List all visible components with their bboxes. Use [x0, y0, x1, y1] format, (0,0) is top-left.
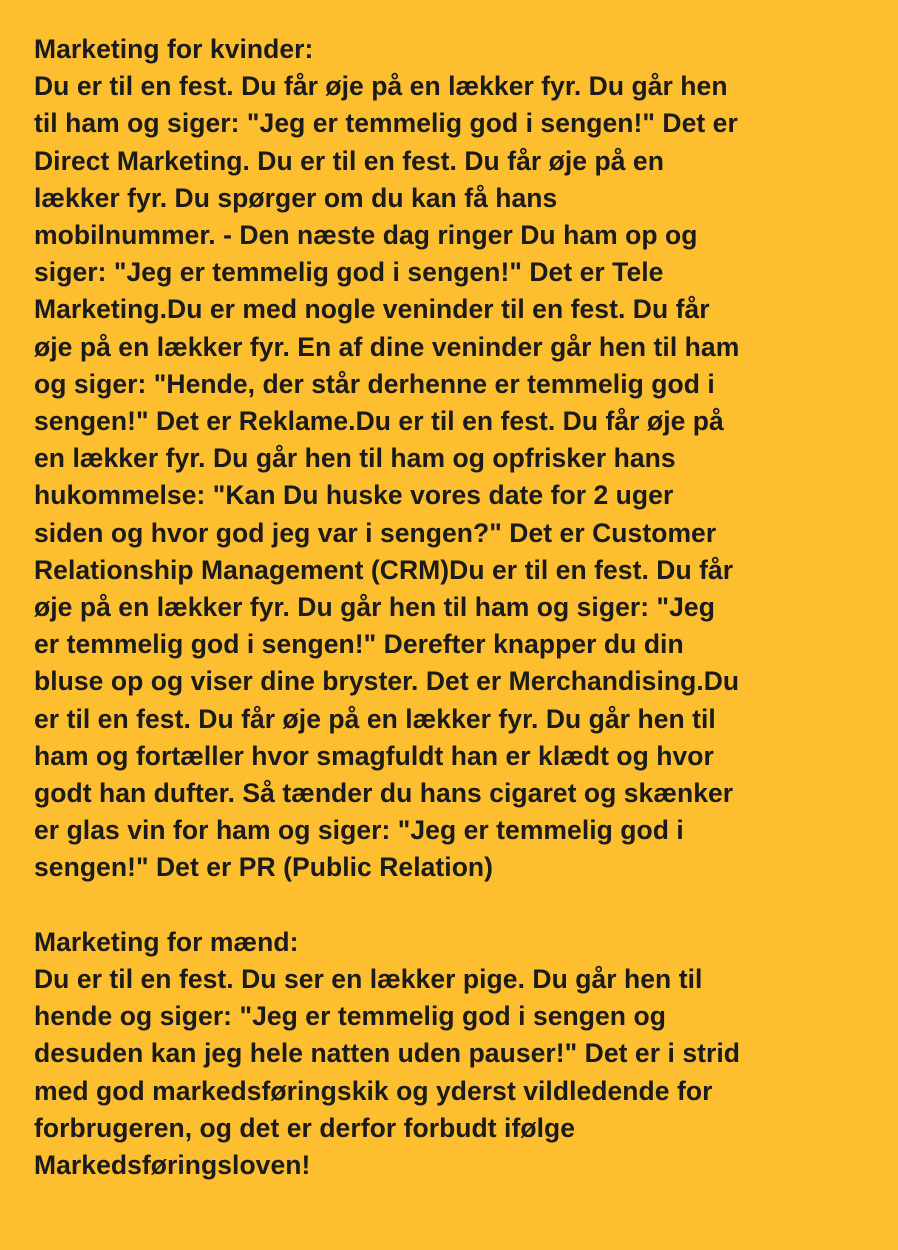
text-line: sengen!" Det er PR (Public Relation)	[34, 852, 494, 883]
text-line: Du er til en fest. Du ser en lækker pige. Du går hen til	[34, 964, 703, 995]
text-line: er glas vin for ham og siger: "Jeg er temmelig god i	[34, 815, 684, 846]
text-line: Marketing.Du er med nogle veninder til en fest. Du får	[34, 294, 710, 325]
women-section	[34, 31, 870, 887]
text-line: en lækker fyr. Du går hen til ham og opfrisker hans	[34, 443, 676, 474]
text-line: og siger: "Hende, der står derhenne er temmelig god i	[34, 368, 715, 399]
text-line: til ham og siger: "Jeg er temmelig god i sengen!" Det er	[34, 108, 738, 139]
text-line: siden og hvor god jeg var i sengen?" Det er Customer	[34, 517, 717, 548]
text-line: lækker fyr. Du spørger om du kan få hans	[34, 182, 558, 213]
text-line: er til en fest. Du får øje på en lækker fyr. Du går hen til	[34, 703, 716, 734]
text-line: mobilnummer. - Den næste dag ringer Du ham op og	[34, 220, 698, 251]
text-line: forbrugeren, og det er derfor forbudt ifølge	[34, 1112, 576, 1143]
text-line: er temmelig god i sengen!" Derefter knapper du din	[34, 629, 684, 660]
text-line: Markedsføringsloven!	[34, 1150, 311, 1181]
section-spacer	[34, 887, 870, 924]
text-line: godt han dufter. Så tænder du hans cigaret og skænker	[34, 778, 734, 809]
men-heading: Marketing for mænd:	[34, 926, 299, 957]
text-line: med god markedsføringskik og yderst vildledende for	[34, 1075, 713, 1106]
text-line: desuden kan jeg hele natten uden pauser!" Det er i strid	[34, 1038, 740, 1069]
text-line: Direct Marketing. Du er til en fest. Du får øje på en	[34, 145, 664, 176]
text-line: øje på en lækker fyr. En af dine veninder går hen til ham	[34, 331, 740, 362]
men-section	[34, 924, 870, 1184]
text-line: Relationship Management (CRM)Du er til en fest. Du får	[34, 554, 734, 585]
text-line: siger: "Jeg er temmelig god i sengen!" Det er Tele	[34, 257, 664, 288]
text-line: bluse op og viser dine bryster. Det er Merchandising.Du	[34, 666, 740, 697]
text-line: sengen!" Det er Reklame.Du er til en fest. Du får øje på	[34, 406, 724, 437]
women-heading: Marketing for kvinder:	[34, 34, 314, 64]
text-line: Du er til en fest. Du får øje på en lækker fyr. Du går hen	[34, 71, 728, 102]
text-line: hukommelse: "Kan Du huske vores date for 2 uger	[34, 480, 674, 511]
text-line: øje på en lækker fyr. Du går hen til ham og siger: "Jeg	[34, 592, 715, 623]
text-line: ham og fortæller hvor smagfuldt han er klædt og hvor	[34, 740, 714, 771]
text-line: hende og siger: "Jeg er temmelig god i sengen og	[34, 1001, 666, 1032]
